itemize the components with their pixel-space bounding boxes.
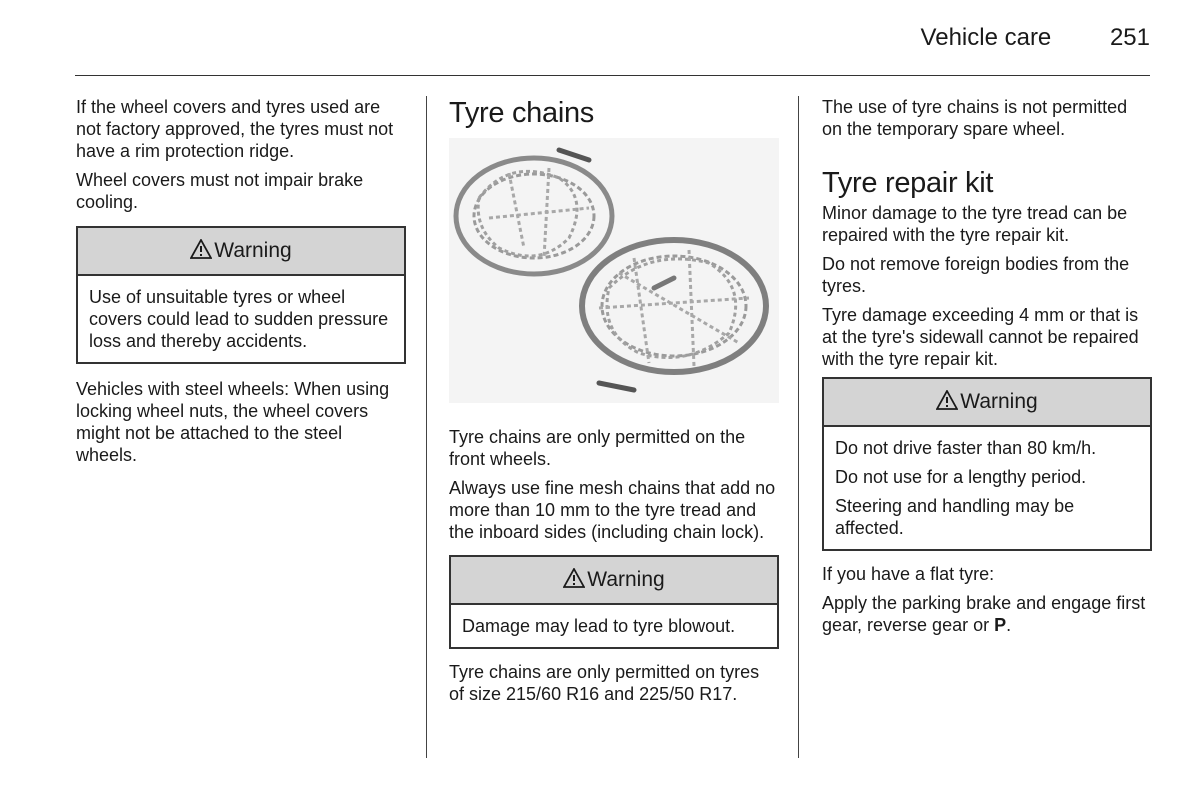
column-2 [449, 96, 779, 712]
warning-box [449, 555, 779, 649]
section-heading: Tyre repair kit [822, 167, 994, 199]
column-divider [798, 96, 799, 758]
warning-triangle-icon [563, 568, 585, 588]
paragraph: Minor damage to the tyre tread can be repaired with the tyre repair kit. [822, 203, 1128, 245]
paragraph: Tyre chains are only permitted on the front wheels. [449, 427, 746, 469]
column-3 [822, 96, 1152, 643]
warning-text: Do not use for a lengthy period. [835, 467, 1087, 487]
warning-triangle-icon [936, 390, 958, 410]
column-divider [426, 96, 427, 758]
gear-p-label: P [994, 615, 1007, 635]
paragraph [822, 592, 1152, 636]
paragraph: Tyre damage exceeding 4 mm or that is at the tyre's sidewall cannot be repaired with the tyre repair kit. [822, 305, 1139, 369]
paragraph-text: Apply the parking brake and engage first gear, reverse gear or [822, 593, 1146, 635]
tyre-chains-illustration [449, 138, 779, 403]
warning-box [76, 226, 406, 364]
paragraph: Vehicles with steel wheels: When using locking wheel nuts, the wheel covers might not be attached to the steel wheels. [76, 379, 390, 465]
warning-header [78, 228, 404, 276]
warning-title: Warning [214, 239, 292, 262]
warning-text: Steering and handling may be affected. [835, 496, 1075, 538]
warning-header [451, 557, 777, 605]
warning-header [824, 379, 1150, 427]
warning-box [822, 377, 1152, 551]
header-rule [75, 75, 1150, 76]
paragraph: If you have a flat tyre: [822, 564, 995, 584]
warning-text: Use of unsuitable tyres or wheel covers could lead to sudden pressure loss and thereby accidents. [89, 287, 389, 351]
paragraph-end: . [1006, 615, 1012, 635]
section-heading: Tyre chains [449, 97, 594, 129]
paragraph: Always use fine mesh chains that add no more than 10 mm to the tyre tread and the inboard sides (including chain lock). [449, 478, 776, 542]
warning-text: Damage may lead to tyre blowout. [462, 616, 736, 636]
warning-triangle-icon [190, 239, 212, 259]
warning-text: Do not drive faster than 80 km/h. [835, 438, 1097, 458]
paragraph: Wheel covers must not impair brake cooling. [76, 170, 364, 212]
column-1 [76, 96, 406, 473]
paragraph: Do not remove foreign bodies from the tyres. [822, 254, 1130, 296]
paragraph: Tyre chains are only permitted on tyres of size 215/60 R16 and 225/50 R17. [449, 662, 760, 704]
section-title: Vehicle care [920, 24, 1052, 51]
paragraph: If the wheel covers and tyres used are not factory approved, the tyres must not have a rim protection ridge. [76, 97, 394, 161]
warning-title: Warning [587, 568, 665, 591]
page-number: 251 [1109, 24, 1150, 51]
paragraph: The use of tyre chains is not permitted on the temporary spare wheel. [822, 97, 1128, 139]
page-header [921, 24, 1150, 52]
warning-title: Warning [960, 390, 1038, 413]
